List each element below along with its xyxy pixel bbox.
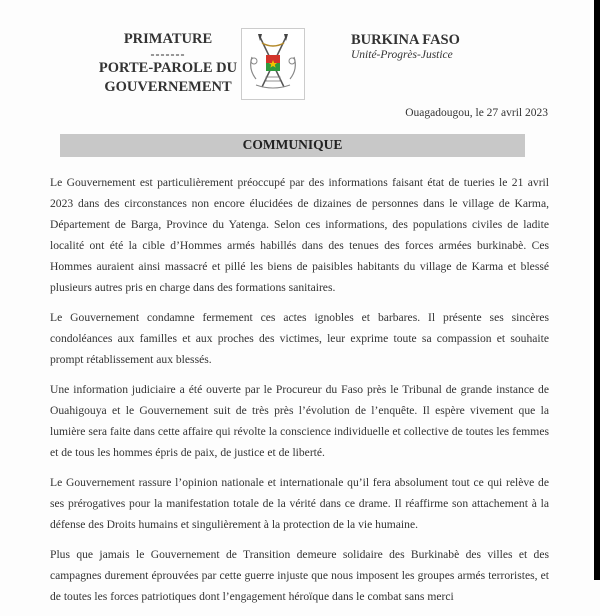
date-line: Ouagadougou, le 27 avril 2023 (405, 107, 548, 119)
country-name: BURKINA FASO (351, 32, 460, 48)
issuer-block (78, 30, 258, 97)
country-motto: Unité-Progrès-Justice (351, 49, 453, 61)
issuer-separator: ------- (150, 47, 186, 61)
issuer-porte-parole: PORTE-PAROLE DU (98, 60, 238, 76)
paragraph: Plus que jamais le Gouvernement de Transition demeure solidaire des Burkinabè des villes et des campagnes durement éprouvées par cette guerre injuste que nous imposent les groupes armés terroristes, et de toutes les forces patriotiques dont l’engagement héroïque dans le combat sans merci (50, 548, 549, 603)
document-title: COMMUNIQUE (60, 134, 525, 157)
paragraph: Une information judiciaire a été ouverte par le Procureur du Faso près le Tribunal de grande instance de Ouahigouya et le Gouvernement suit de très près l’évolution de l’enquête. Il espère vivement que la lumière sera faite dans cette affaire qui révolte la conscience individuelle et collective de toutes les femmes et de tous les hommes épris de paix, de justice et de liberté. (50, 383, 549, 459)
paragraph: Le Gouvernement rassure l’opinion nationale et internationale qu’il fera absolument tout ce qui relève de ses prérogatives pour la manifestation totale de la vérité dans ce drame. Il réaffirme son attachement à la défense des Droits humains et singulièrement à la protection de la vie humaine. (50, 476, 549, 531)
country-block (351, 32, 460, 62)
screen-edge-strip (594, 0, 600, 580)
paragraph: Le Gouvernement est particulièrement préoccupé par des informations faisant état de tueries le 21 avril 2023 dans des circonstances non encore élucidées de dizaines de personnes dans le village de Karma, Département de Barga, Province du Yatenga. Selon ces informations, des populations civiles de ladite localité ont été la cible d’Hommes armés habillés dans des tenues des forces armées burkinabè. Ces Hommes auraient ainsi massacré et pillé les biens de paisibles habitants du village de Karma et blessé plusieurs autres pris en charge dans des formations sanitaires. (50, 176, 549, 294)
issuer-gouvernement: GOUVERNEMENT (104, 79, 232, 95)
issuer-primature: PRIMATURE (123, 31, 213, 47)
coat-of-arms-icon (242, 29, 304, 99)
coat-of-arms-emblem (241, 28, 305, 100)
document-body (50, 172, 549, 616)
paragraph: Le Gouvernement condamne fermement ces actes ignobles et barbares. Il présente ses sincères condoléances aux familles et aux proches des victimes, leur exprime toute sa compassion et souhaite prompt rétablissement aux blessés. (50, 311, 549, 366)
